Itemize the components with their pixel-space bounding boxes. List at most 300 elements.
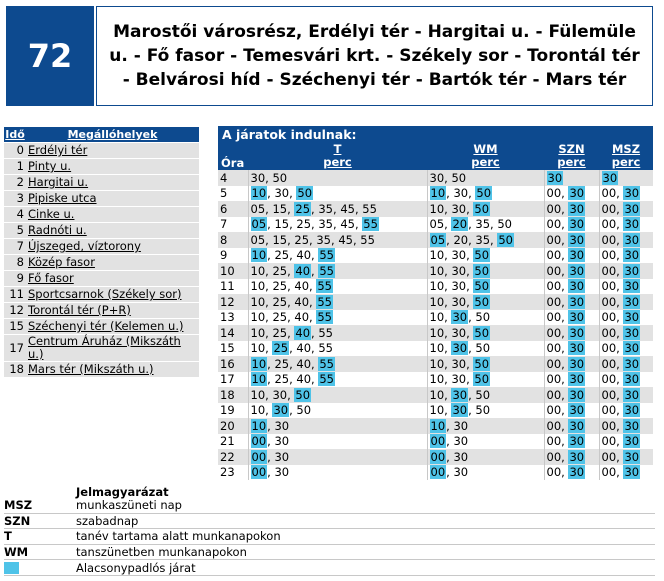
- legend-desc: tanszünetben munkanapokon: [76, 544, 655, 560]
- lowfloor-departure: 30: [273, 403, 289, 418]
- stop-link[interactable]: Mars tér (Mikszáth u.): [26, 362, 199, 378]
- lowfloor-departure: 55: [319, 263, 334, 278]
- legend-row: [4, 498, 655, 513]
- hour-cell: 10: [218, 263, 248, 279]
- departure: 25: [294, 232, 310, 247]
- stops-header-time: Idő: [5, 128, 25, 141]
- minutes-msz: 00, 30: [599, 341, 653, 357]
- lowfloor-departure: 10: [251, 372, 267, 387]
- departure: 10: [250, 263, 266, 278]
- minutes-szn: 00, 30: [544, 263, 599, 279]
- departure: 10: [250, 310, 266, 325]
- column-name: MSZ: [611, 142, 641, 156]
- departure: 35: [475, 232, 491, 247]
- lowfloor-departure: 50: [474, 201, 490, 216]
- departure: 30: [274, 434, 290, 449]
- hour-cell: 15: [218, 341, 248, 357]
- minutes-t: 10, 25, 40, 55: [248, 294, 427, 310]
- lowfloor-departure: 55: [363, 217, 378, 232]
- stop-link[interactable]: Pipiske utca: [26, 191, 199, 207]
- lowfloor-departure: 25: [295, 201, 311, 216]
- departure: 30: [453, 465, 469, 480]
- departure: 30: [451, 325, 467, 340]
- lowfloor-departure: 30: [624, 248, 640, 263]
- minutes-t: 05, 15, 25, 35, 45, 55: [248, 201, 427, 217]
- departure: 10: [429, 356, 445, 371]
- departure: 00: [546, 403, 562, 418]
- minutes-szn: 00, 30: [544, 186, 599, 202]
- departure: 50: [296, 403, 312, 418]
- stop-link[interactable]: Erdélyi tér: [26, 143, 199, 159]
- lowfloor-departure: 20: [452, 217, 468, 232]
- hour-row: [218, 232, 653, 248]
- minutes-wm: 10, 30: [427, 418, 544, 434]
- column-unit: perc: [611, 155, 641, 169]
- minutes-t: 10, 30, 50: [248, 387, 427, 403]
- lowfloor-departure: 25: [273, 341, 289, 356]
- stop-time: 7: [4, 239, 26, 255]
- column-header-wm: [427, 142, 544, 170]
- lowfloor-departure: 50: [498, 232, 513, 247]
- hour-row: [218, 170, 653, 186]
- hour-header: Óra: [218, 142, 248, 170]
- lowfloor-departure: 50: [474, 372, 490, 387]
- departure: 35: [475, 217, 491, 232]
- stop-link[interactable]: Hargitai u.: [26, 175, 199, 191]
- lowfloor-departure: 50: [297, 186, 313, 201]
- stop-link[interactable]: Sportcsarnok (Székely sor): [26, 287, 199, 303]
- column-header-t: [248, 142, 427, 170]
- minutes-szn: 00, 30: [544, 341, 599, 357]
- hour-cell: 11: [218, 279, 248, 295]
- departure: 00: [546, 465, 562, 480]
- hour-row: [218, 465, 653, 481]
- departure: 15: [274, 217, 290, 232]
- departure: 10: [250, 294, 266, 309]
- hour-row: [218, 403, 653, 419]
- minutes-msz: 00, 30: [599, 387, 653, 403]
- minutes-msz: 00, 30: [599, 201, 653, 217]
- minutes-t: 10, 30, 50: [248, 403, 427, 419]
- stop-row: [4, 335, 199, 362]
- departure: 00: [546, 279, 562, 294]
- lowfloor-departure: 30: [624, 217, 640, 232]
- lowfloor-departure: 30: [624, 403, 640, 418]
- departure: 10: [429, 279, 445, 294]
- stop-row: [4, 271, 199, 287]
- hour-row: [218, 418, 653, 434]
- lowfloor-departure: 50: [474, 263, 490, 278]
- departure: 40: [294, 310, 310, 325]
- minutes-msz: 00, 30: [599, 217, 653, 233]
- minutes-msz: 00, 30: [599, 418, 653, 434]
- minutes-szn: [544, 170, 599, 186]
- departure: 10: [429, 372, 445, 387]
- minutes-wm: 10, 30, 50: [427, 294, 544, 310]
- departure: 00: [546, 372, 562, 387]
- departure: 00: [546, 217, 562, 232]
- legend-code: [4, 560, 76, 576]
- lowfloor-departure: 30: [624, 294, 640, 309]
- lowfloor-departure: 00: [251, 434, 267, 449]
- lowfloor-departure: 05: [430, 232, 446, 247]
- lowfloor-departure: 30: [569, 186, 585, 201]
- minutes-t: 05, 15, 25, 35, 45, 55: [248, 232, 427, 248]
- lowfloor-departure: 30: [569, 434, 585, 449]
- minutes-t: 10, 25, 40, 55: [248, 325, 427, 341]
- lowfloor-departure: 00: [430, 449, 446, 464]
- hour-cell: 13: [218, 310, 248, 326]
- stop-row: [4, 319, 199, 335]
- hour-cell: 20: [218, 418, 248, 434]
- departure: 40: [294, 279, 310, 294]
- timetable: [218, 126, 653, 480]
- minutes-szn: 00, 30: [544, 418, 599, 434]
- lowfloor-departure: 50: [474, 356, 490, 371]
- lowfloor-departure: 30: [569, 279, 585, 294]
- lowfloor-departure: 10: [430, 186, 446, 201]
- stop-time: 1: [4, 159, 26, 175]
- departure: 30: [274, 465, 290, 480]
- lowfloor-departure: 30: [624, 356, 640, 371]
- lowfloor-departure: 30: [547, 170, 563, 185]
- departure: 30: [453, 449, 469, 464]
- lowfloor-departure: 10: [251, 186, 267, 201]
- departure: 00: [546, 356, 562, 371]
- departure: 35: [316, 232, 331, 247]
- lowfloor-departure: 10: [430, 418, 446, 433]
- column-unit: perc: [557, 155, 586, 169]
- column-header-szn: [544, 142, 599, 170]
- departure: 30: [451, 372, 467, 387]
- departure: 50: [475, 341, 491, 356]
- minutes-msz: 00, 30: [599, 232, 653, 248]
- lowfloor-departure: 30: [452, 341, 468, 356]
- departure: 10: [250, 387, 266, 402]
- lowfloor-departure: 00: [251, 465, 267, 480]
- minutes-szn: 00, 30: [544, 465, 599, 481]
- column-name: WM: [473, 142, 498, 156]
- stop-time: 18: [4, 362, 26, 378]
- minutes-wm: 10, 30, 50: [427, 387, 544, 403]
- lowfloor-departure: 30: [624, 341, 640, 356]
- minutes-szn: 00, 30: [544, 372, 599, 388]
- lowfloor-departure: 50: [476, 186, 492, 201]
- hour-cell: 22: [218, 449, 248, 465]
- lowfloor-departure: 55: [319, 372, 334, 387]
- minutes-t: 10, 25, 40, 55: [248, 279, 427, 295]
- departure: 35: [318, 201, 333, 216]
- departure: 00: [601, 232, 617, 247]
- minutes-szn: 00, 30: [544, 232, 599, 248]
- departure: 25: [272, 325, 288, 340]
- departure: 30: [451, 248, 467, 263]
- departure: 00: [546, 418, 562, 433]
- departure: 40: [296, 372, 312, 387]
- lowfloor-departure: 30: [602, 170, 618, 185]
- stop-time: 2: [4, 175, 26, 191]
- departure: 15: [272, 201, 288, 216]
- departure: 10: [429, 248, 445, 263]
- lowfloor-departure: 30: [624, 465, 640, 480]
- lowfloor-departure: 30: [624, 449, 640, 464]
- stop-time: 5: [4, 223, 26, 239]
- legend-code: T: [4, 529, 76, 545]
- hour-row: [218, 434, 653, 450]
- lowfloor-departure: 30: [624, 263, 640, 278]
- lowfloor-departure: 30: [452, 403, 468, 418]
- hour-cell: 9: [218, 248, 248, 264]
- minutes-t: 10, 25, 40, 55: [248, 310, 427, 326]
- timetable-caption: A járatok indulnak:: [218, 126, 653, 142]
- minutes-t: 10, 30: [248, 418, 427, 434]
- departure: 40: [296, 356, 312, 371]
- stop-link[interactable]: Közép fasor: [26, 255, 199, 271]
- departure: 30: [451, 201, 467, 216]
- minutes-wm: 10, 30, 50: [427, 248, 544, 264]
- departure: 00: [601, 434, 617, 449]
- lowfloor-departure: 30: [624, 279, 640, 294]
- departure: 25: [272, 294, 288, 309]
- departure: 05: [250, 232, 266, 247]
- hour-cell: 21: [218, 434, 248, 450]
- minutes-msz: 00, 30: [599, 248, 653, 264]
- lowfloor-departure: 50: [474, 279, 490, 294]
- departure: 00: [601, 418, 617, 433]
- lowfloor-departure: 50: [295, 387, 311, 402]
- lowfloor-departure: 30: [569, 263, 585, 278]
- lowfloor-departure: 30: [569, 449, 585, 464]
- lowfloor-departure: 50: [474, 325, 490, 340]
- column-name: SZN: [558, 142, 585, 156]
- stop-link[interactable]: Pinty u.: [26, 159, 199, 175]
- departure: 15: [272, 232, 288, 247]
- minutes-szn: 00, 30: [544, 325, 599, 341]
- departure: 55: [362, 201, 377, 216]
- lowfloor-departure: 00: [430, 465, 446, 480]
- legend-row: [4, 529, 655, 545]
- stop-time: 11: [4, 287, 26, 303]
- minutes-wm: 10, 30, 50: [427, 186, 544, 202]
- hour-cell: 5: [218, 186, 248, 202]
- minutes-t: 10, 25, 40, 55: [248, 341, 427, 357]
- departure: 40: [296, 341, 312, 356]
- departure: 00: [601, 372, 617, 387]
- lowfloor-departure: 30: [624, 310, 640, 325]
- lowfloor-departure: 30: [569, 310, 585, 325]
- lowfloor-departure: 00: [251, 449, 267, 464]
- departure: 05: [429, 217, 445, 232]
- hour-cell: 7: [218, 217, 248, 233]
- departure: 00: [601, 217, 617, 232]
- minutes-szn: 00, 30: [544, 449, 599, 465]
- legend-desc: Alacsonypadlós járat: [76, 560, 655, 576]
- stops-header-name: Megállóhelyek: [26, 127, 199, 143]
- departure: 50: [475, 387, 491, 402]
- stop-link[interactable]: Centrum Áruház (Mikszáth u.): [26, 335, 199, 362]
- lowfloor-departure: 05: [251, 217, 267, 232]
- departure: 00: [601, 186, 617, 201]
- lowfloor-departure: 30: [569, 341, 585, 356]
- minutes-wm: 00, 30: [427, 465, 544, 481]
- stop-time: 8: [4, 255, 26, 271]
- minutes-t: 10, 25, 40, 55: [248, 248, 427, 264]
- lowfloor-departure: 50: [474, 248, 490, 263]
- lowfloor-departure: 10: [251, 356, 267, 371]
- stop-time: 0: [4, 143, 26, 159]
- departure: 30: [453, 434, 469, 449]
- hour-row: [218, 294, 653, 310]
- hour-row: [218, 356, 653, 372]
- hour-row: [218, 248, 653, 264]
- legend-desc: munkaszüneti nap: [76, 498, 655, 513]
- departure: 50: [272, 170, 288, 185]
- lowfloor-departure: 30: [569, 217, 585, 232]
- minutes-t: 00, 30: [248, 434, 427, 450]
- departure: 00: [546, 434, 562, 449]
- legend-table: [4, 498, 655, 576]
- minutes-msz: 00, 30: [599, 356, 653, 372]
- minutes-wm: 10, 30, 50: [427, 263, 544, 279]
- departure: 10: [429, 341, 445, 356]
- departure: 00: [546, 263, 562, 278]
- departure: 30: [272, 387, 288, 402]
- lowfloor-departure: 30: [452, 310, 468, 325]
- hour-cell: 6: [218, 201, 248, 217]
- departure: 10: [429, 201, 445, 216]
- minutes-wm: 10, 30, 50: [427, 325, 544, 341]
- minutes-msz: 00, 30: [599, 465, 653, 481]
- departure: 30: [250, 170, 266, 185]
- minutes-wm: 00, 30: [427, 434, 544, 450]
- stop-time: 4: [4, 207, 26, 223]
- lowfloor-departure: 50: [474, 294, 490, 309]
- departure: 30: [451, 263, 467, 278]
- departure: 25: [274, 248, 290, 263]
- stop-link[interactable]: Széchenyi tér (Kelemen u.): [26, 319, 199, 335]
- lowfloor-departure: 10: [251, 418, 267, 433]
- stop-time: 3: [4, 191, 26, 207]
- lowfloor-departure: 30: [569, 372, 585, 387]
- departure: 00: [601, 263, 617, 278]
- minutes-wm: 10, 30, 50: [427, 341, 544, 357]
- legend-desc: tanév tartama alatt munkanapokon: [76, 529, 655, 545]
- lowfloor-departure: 30: [624, 372, 640, 387]
- legend-row: [4, 544, 655, 560]
- departure: 30: [274, 449, 290, 464]
- minutes-wm: 10, 30, 50: [427, 201, 544, 217]
- departure: 25: [274, 372, 290, 387]
- hour-cell: 17: [218, 372, 248, 388]
- departure: 30: [274, 186, 290, 201]
- stop-link[interactable]: Torontál tér (P+R): [26, 303, 199, 319]
- stop-link[interactable]: Cinke u.: [26, 207, 199, 223]
- departure: 30: [453, 186, 469, 201]
- stop-link[interactable]: Radnóti u.: [26, 223, 199, 239]
- lowfloor-departure: 30: [624, 387, 640, 402]
- departure: 55: [318, 325, 333, 340]
- departure: 10: [429, 403, 445, 418]
- departure: 00: [601, 403, 617, 418]
- departure: 35: [318, 217, 333, 232]
- departure: 00: [546, 387, 562, 402]
- departure: 10: [250, 341, 266, 356]
- stop-time: 15: [4, 319, 26, 335]
- stop-link[interactable]: Fő fasor: [26, 271, 199, 287]
- legend-code: SZN: [4, 513, 76, 529]
- stop-row: [4, 255, 199, 271]
- minutes-msz: 00, 30: [599, 294, 653, 310]
- minutes-msz: 00, 30: [599, 310, 653, 326]
- hour-row: [218, 201, 653, 217]
- departure: 25: [272, 279, 288, 294]
- departure: 25: [296, 217, 312, 232]
- lowfloor-departure: 10: [251, 248, 267, 263]
- minutes-wm: 10, 30, 50: [427, 279, 544, 295]
- lowfloor-departure: 00: [430, 434, 446, 449]
- minutes-msz: 00, 30: [599, 186, 653, 202]
- stop-row: [4, 175, 199, 191]
- legend-title: Jelmagyarázat: [76, 485, 169, 499]
- stop-link[interactable]: Újszeged, víztorony: [26, 239, 199, 255]
- departure: 30: [451, 294, 467, 309]
- hour-cell: 16: [218, 356, 248, 372]
- departure: 40: [294, 294, 310, 309]
- minutes-wm: 10, 30, 50: [427, 372, 544, 388]
- lowfloor-departure: 30: [624, 325, 640, 340]
- departure: 25: [274, 356, 290, 371]
- minutes-wm: 30, 50: [427, 170, 544, 186]
- lowfloor-departure: 30: [569, 294, 585, 309]
- route-title: [96, 6, 653, 106]
- lowfloor-departure: 30: [569, 403, 585, 418]
- hour-cell: 14: [218, 325, 248, 341]
- minutes-szn: 00, 30: [544, 217, 599, 233]
- minutes-msz: 00, 30: [599, 449, 653, 465]
- hour-cell: 12: [218, 294, 248, 310]
- stop-row: [4, 239, 199, 255]
- stop-row: [4, 362, 199, 378]
- column-unit: perc: [471, 155, 500, 169]
- minutes-szn: 00, 30: [544, 387, 599, 403]
- departure: 00: [546, 310, 562, 325]
- minutes-msz: 00, 30: [599, 325, 653, 341]
- departure: 30: [429, 170, 445, 185]
- stops-table: [4, 127, 199, 377]
- minutes-t: 10, 25, 40, 55: [248, 356, 427, 372]
- minutes-szn: 00, 30: [544, 403, 599, 419]
- departure: 10: [429, 263, 445, 278]
- departure: 45: [340, 217, 355, 232]
- lowfloor-departure: 40: [295, 263, 311, 278]
- minutes-t: 05, 15, 25, 35, 45, 55: [248, 217, 427, 233]
- minutes-szn: 00, 30: [544, 294, 599, 310]
- departure: 00: [601, 465, 617, 480]
- minutes-msz: 00, 30: [599, 372, 653, 388]
- stop-row: [4, 303, 199, 319]
- lowfloor-departure: 30: [624, 186, 640, 201]
- lowfloor-departure: 30: [569, 248, 585, 263]
- minutes-msz: [599, 170, 653, 186]
- stop-row: [4, 159, 199, 175]
- departure: 25: [272, 263, 288, 278]
- departure: 00: [546, 294, 562, 309]
- hour-cell: 8: [218, 232, 248, 248]
- departure: 00: [601, 310, 617, 325]
- minutes-szn: 00, 30: [544, 310, 599, 326]
- minutes-t: 10, 30, 50: [248, 186, 427, 202]
- departure: 10: [250, 325, 266, 340]
